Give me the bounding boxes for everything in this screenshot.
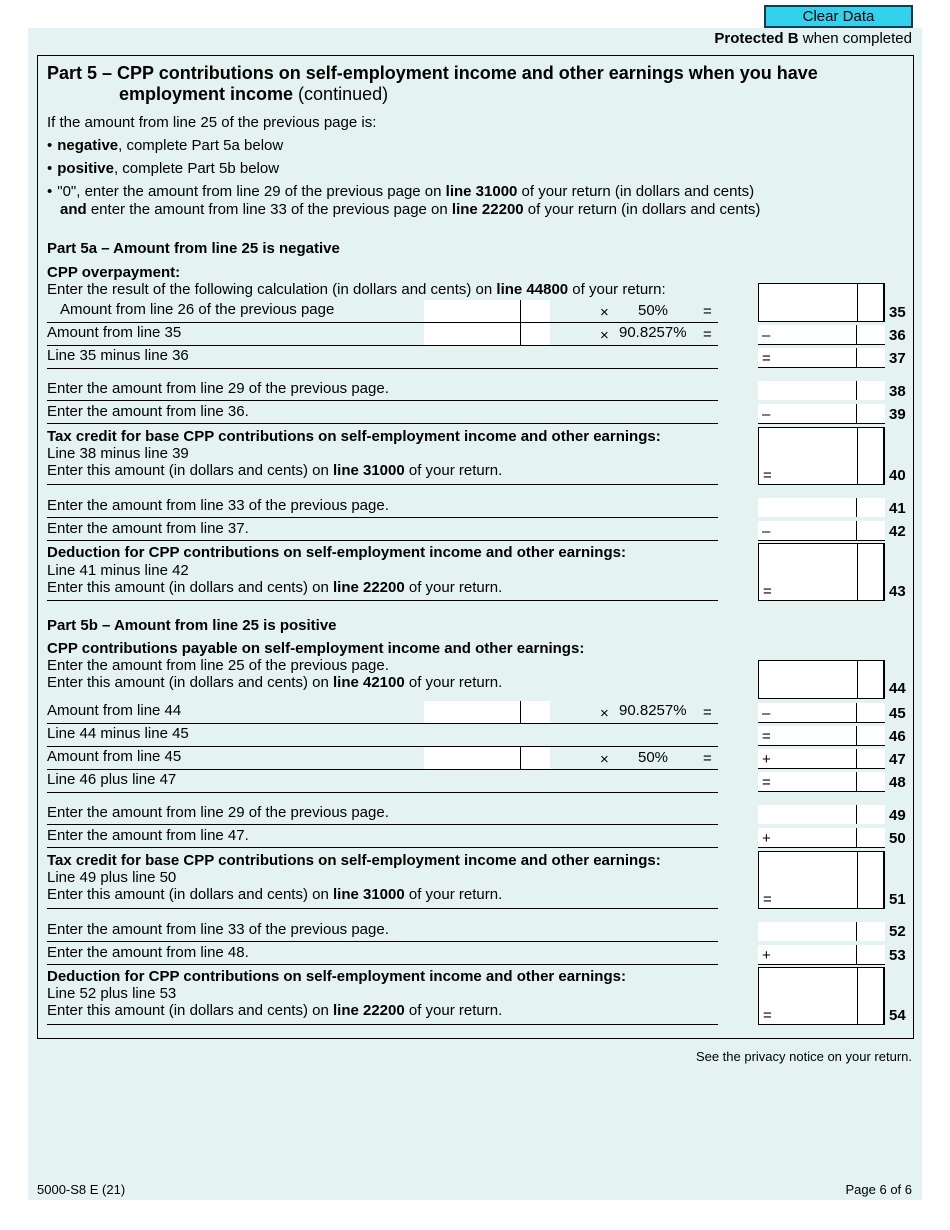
part5-title-line2-normal: (continued)	[293, 84, 389, 104]
line38-number: 38	[889, 383, 906, 400]
bullet-positive	[47, 160, 279, 178]
overpay-a: Enter the result of the following calculation (in dollars and cents) on	[47, 281, 497, 298]
line54-rule	[47, 1024, 718, 1025]
line52-amount-box[interactable]	[758, 922, 885, 941]
line49-rule	[47, 824, 718, 825]
line48-number: 48	[889, 774, 906, 791]
clear-data-button[interactable]: Clear Data	[764, 5, 913, 28]
line44-number: 44	[889, 680, 906, 697]
line47-rate: 50%	[638, 749, 669, 766]
ded5a-b: line 22200	[332, 579, 405, 596]
line37-sign: =	[762, 350, 771, 367]
form-id: 5000-S8 E (21)	[37, 1182, 126, 1197]
line50-label: Enter the amount from line 47.	[47, 827, 249, 844]
privacy-notice: See the privacy notice on your return.	[695, 1049, 912, 1064]
line36-cents-divider	[520, 323, 521, 345]
line47-equals: =	[703, 750, 712, 767]
line53-number: 53	[889, 947, 906, 964]
line42-amount-box[interactable]	[758, 521, 885, 541]
line35-rate: 50%	[638, 302, 669, 319]
line50-sign: +	[762, 830, 771, 847]
line38-amount-box[interactable]	[758, 381, 885, 400]
ded5b-c: of your return.	[404, 1002, 503, 1019]
payable-instruction	[47, 674, 502, 692]
overpay-b: line 44800	[496, 281, 569, 298]
line46-amount-box[interactable]	[758, 726, 885, 746]
line42-cents	[856, 521, 857, 540]
line42-rule	[47, 540, 718, 541]
part5-title	[47, 63, 818, 105]
line36-rule	[47, 345, 718, 346]
ded5b-line1: Line 52 plus line 53	[47, 985, 177, 1002]
bullet-negative-bold: negative	[57, 137, 119, 154]
line36-sign: –	[762, 327, 771, 344]
line44-amount-box[interactable]	[758, 660, 885, 699]
line41-amount-box[interactable]	[758, 498, 885, 517]
ded5a-c: of your return.	[404, 579, 503, 596]
line48-sign: =	[762, 774, 771, 791]
line39-cents	[856, 404, 857, 423]
tc5b-b: line 31000	[332, 886, 405, 903]
line45-times: ×	[600, 705, 609, 722]
line49-amount-box[interactable]	[758, 805, 885, 824]
line52-rule	[47, 941, 718, 942]
line42-label: Enter the amount from line 37.	[47, 520, 249, 537]
line47-rule	[47, 769, 718, 770]
line35-input[interactable]	[424, 300, 550, 322]
tc5b-instruction	[47, 886, 502, 904]
line45-number: 45	[889, 705, 906, 722]
line50-rule	[47, 847, 718, 848]
line53-sign: +	[762, 947, 771, 964]
line52-cents	[856, 922, 857, 941]
line35-amount-box[interactable]	[758, 283, 885, 322]
bullet-zero-c: of your return (in dollars and cents)	[517, 183, 755, 200]
protected-rest: when completed	[798, 30, 912, 47]
line36-times: ×	[600, 327, 609, 344]
line47-sign: +	[762, 751, 771, 768]
line43-amount-box[interactable]	[758, 543, 885, 601]
line50-amount-box[interactable]	[758, 828, 885, 848]
line42-sign: –	[762, 523, 771, 540]
line36-label: Amount from line 35	[47, 324, 182, 341]
line37-number: 37	[889, 350, 906, 367]
line45-sign: –	[762, 705, 771, 722]
bullet-zero-b: line 31000	[445, 183, 518, 200]
line43-sign: =	[763, 583, 772, 600]
line54-cents	[857, 968, 858, 1024]
line48-rule	[47, 792, 718, 793]
line51-number: 51	[889, 891, 906, 908]
line45-label: Amount from line 44	[47, 702, 182, 719]
line47-cents-divider	[520, 747, 521, 769]
line39-number: 39	[889, 406, 906, 423]
line47-label: Amount from line 45	[47, 748, 182, 765]
line40-cents	[857, 428, 858, 484]
line43-number: 43	[889, 583, 906, 600]
line47-input[interactable]	[424, 747, 550, 769]
page-number: Page 6 of 6	[845, 1182, 912, 1197]
line45-amount-box[interactable]	[758, 703, 885, 723]
part5-intro: If the amount from line 25 of the previous page is:	[47, 114, 377, 131]
bullet-zero	[47, 183, 754, 201]
line41-number: 41	[889, 500, 906, 517]
line40-amount-box[interactable]	[758, 427, 885, 485]
line51-amount-box[interactable]	[758, 851, 885, 909]
tc5a-instruction	[47, 462, 502, 480]
payable-line1: Enter the amount from line 25 of the previous page.	[47, 657, 389, 674]
line45-input[interactable]	[424, 701, 550, 723]
line47-times: ×	[600, 751, 609, 768]
ded5b-instruction	[47, 1002, 502, 1020]
line46-cents	[856, 726, 857, 745]
line38-label: Enter the amount from line 29 of the previous page.	[47, 380, 389, 397]
line37-rule	[47, 368, 718, 369]
bullet-zero-line2	[60, 201, 760, 219]
line46-label: Line 44 minus line 45	[47, 725, 189, 742]
line45-cents-divider	[520, 701, 521, 723]
line36-amount-box[interactable]	[758, 325, 885, 345]
line51-cents	[857, 852, 858, 908]
tc5b-title: Tax credit for base CPP contributions on self-employment income and other earnings:	[47, 852, 661, 869]
bullet-positive-bold: positive	[57, 160, 114, 177]
line49-label: Enter the amount from line 29 of the previous page.	[47, 804, 389, 821]
line36-rate: 90.8257%	[619, 324, 687, 341]
tc5a-title: Tax credit for base CPP contributions on self-employment income and other earnings:	[47, 428, 661, 445]
line48-amount-box[interactable]	[758, 772, 885, 792]
ded5a-line1: Line 41 minus line 42	[47, 562, 189, 579]
line46-sign: =	[762, 728, 771, 745]
line47-number: 47	[889, 751, 906, 768]
bullet-zero-g: of your return (in dollars and cents)	[523, 201, 761, 218]
line53-amount-box[interactable]	[758, 945, 885, 965]
bullet-zero-d: and	[60, 201, 87, 218]
line52-number: 52	[889, 923, 906, 940]
line39-sign: –	[762, 406, 771, 423]
line35-number: 35	[889, 304, 906, 321]
line46-rule	[47, 746, 718, 747]
line41-cents	[856, 498, 857, 517]
tc5b-line1: Line 49 plus line 50	[47, 869, 177, 886]
line49-cents	[856, 805, 857, 824]
line40-rule	[47, 484, 718, 485]
line47-amount-box[interactable]	[758, 749, 885, 769]
line50-number: 50	[889, 830, 906, 847]
protected-bold: Protected B	[714, 30, 799, 47]
ded5a-title: Deduction for CPP contributions on self-employment income and other earnings:	[47, 544, 626, 561]
line45-rule	[47, 723, 718, 724]
bullet-negative-rest: , complete Part 5a below	[118, 137, 284, 154]
pay-a: Enter this amount (in dollars and cents) on	[47, 674, 333, 691]
line37-amount-box[interactable]	[758, 348, 885, 368]
line54-amount-box[interactable]	[758, 967, 885, 1025]
line53-cents	[856, 945, 857, 964]
line42-number: 42	[889, 523, 906, 540]
line36-cents	[856, 325, 857, 344]
part5a-title: Part 5a – Amount from line 25 is negative	[47, 240, 340, 257]
ded5b-b: line 22200	[332, 1002, 405, 1019]
tc5a-line1: Line 38 minus line 39	[47, 445, 189, 462]
line41-label: Enter the amount from line 33 of the previous page.	[47, 497, 389, 514]
line45-cents	[856, 703, 857, 722]
line39-label: Enter the amount from line 36.	[47, 403, 249, 420]
line51-rule	[47, 908, 718, 909]
line40-sign: =	[763, 467, 772, 484]
line39-rule	[47, 423, 718, 424]
tc5b-a: Enter this amount (in dollars and cents) on	[47, 886, 333, 903]
line48-cents	[856, 772, 857, 791]
line52-label: Enter the amount from line 33 of the previous page.	[47, 921, 389, 938]
line49-number: 49	[889, 807, 906, 824]
line47-cents	[856, 749, 857, 768]
line35-equals: =	[703, 303, 712, 320]
line41-rule	[47, 517, 718, 518]
line38-rule	[47, 400, 718, 401]
ded5b-title: Deduction for CPP contributions on self-employment income and other earnings:	[47, 968, 626, 985]
line54-sign: =	[763, 1007, 772, 1024]
line50-cents	[856, 828, 857, 847]
line35-cents-divider-box	[857, 284, 858, 321]
tc5b-c: of your return.	[404, 886, 503, 903]
ded5b-a: Enter this amount (in dollars and cents) on	[47, 1002, 333, 1019]
line35-cents-divider	[520, 300, 521, 322]
line39-amount-box[interactable]	[758, 404, 885, 424]
bullet-zero-e: enter the amount from line 33 of the previous page on	[86, 201, 452, 218]
line35-times: ×	[600, 304, 609, 321]
line40-number: 40	[889, 467, 906, 484]
line48-label: Line 46 plus line 47	[47, 771, 177, 788]
payable-title: CPP contributions payable on self-employment income and other earnings:	[47, 640, 585, 657]
line36-input[interactable]	[424, 323, 550, 345]
overpayment-title: CPP overpayment:	[47, 264, 181, 281]
line43-cents	[857, 544, 858, 600]
line43-rule	[47, 600, 718, 601]
line53-rule	[47, 964, 718, 965]
line44-cents	[857, 661, 858, 698]
bullet-positive-rest: , complete Part 5b below	[113, 160, 280, 177]
pay-b: line 42100	[332, 674, 405, 691]
line37-label: Line 35 minus line 36	[47, 347, 189, 364]
line54-number: 54	[889, 1007, 906, 1024]
bullet-zero-a: "0", enter the amount from line 29 of the previous page on	[57, 183, 446, 200]
line51-sign: =	[763, 891, 772, 908]
line35-rule	[47, 322, 718, 323]
ded5a-instruction	[47, 579, 502, 597]
line46-number: 46	[889, 728, 906, 745]
overpayment-instruction	[47, 281, 666, 299]
tc5a-b: line 31000	[332, 462, 405, 479]
line45-rate: 90.8257%	[619, 702, 687, 719]
line36-number: 36	[889, 327, 906, 344]
pay-c: of your return.	[404, 674, 503, 691]
line53-label: Enter the amount from line 48.	[47, 944, 249, 961]
protected-label	[714, 30, 912, 47]
part5-title-line1: Part 5 – CPP contributions on self-employment income and other earnings when you have	[47, 63, 818, 83]
bullet-negative	[47, 137, 283, 155]
line45-equals: =	[703, 704, 712, 721]
line36-equals: =	[703, 326, 712, 343]
bullet-zero-f: line 22200	[451, 201, 524, 218]
line38-cents	[856, 381, 857, 400]
overpay-c: of your return:	[568, 281, 666, 298]
tc5a-c: of your return.	[404, 462, 503, 479]
tc5a-a: Enter this amount (in dollars and cents) on	[47, 462, 333, 479]
part5-title-line2-bold: employment income	[119, 84, 294, 104]
line35-label: Amount from line 26 of the previous page	[60, 301, 335, 318]
part5b-title: Part 5b – Amount from line 25 is positive	[47, 617, 337, 634]
line37-cents	[856, 348, 857, 367]
ded5a-a: Enter this amount (in dollars and cents) on	[47, 579, 333, 596]
